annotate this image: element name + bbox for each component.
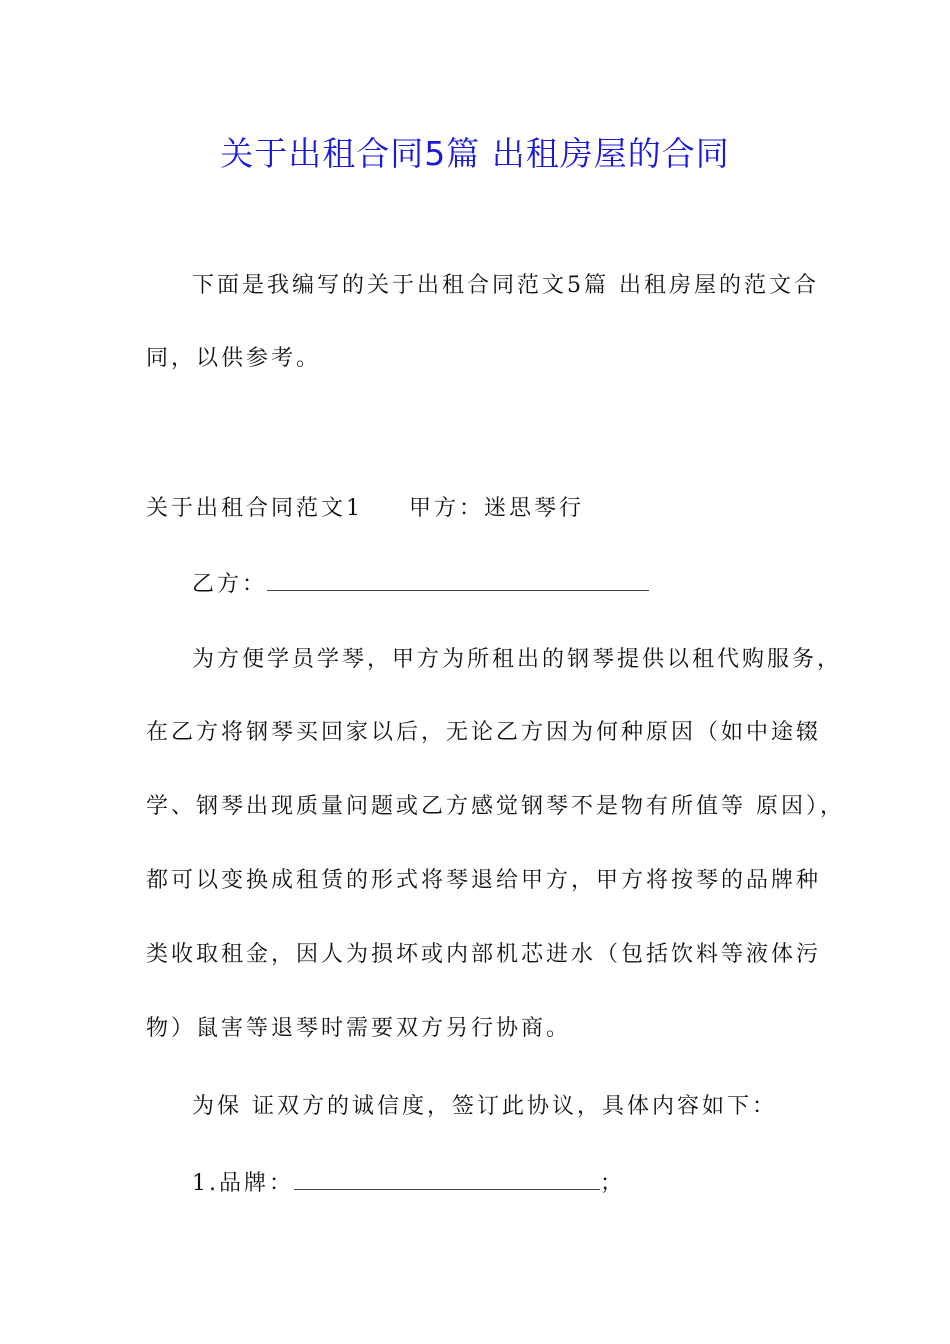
para1-line-1: 为方便学员学琴，甲方为所租出的钢琴提供以租代购服务， (192, 647, 843, 672)
party-b-blank (267, 568, 649, 591)
para1-line-6: 物）鼠害等退琴时需要双方另行协商。 (146, 1016, 572, 1041)
item1-label: 1.品牌： (192, 1171, 294, 1196)
intro-line-1: 下面是我编写的关于出租合同范文5篇 出租房屋的范文合 (192, 273, 819, 298)
document-title: 关于出租合同5篇 出租房屋的合同 (220, 134, 730, 173)
intro-line-2: 同，以供参考。 (146, 346, 322, 371)
party-b-label: 乙方： (192, 572, 268, 597)
item1-end: ； (600, 1171, 626, 1196)
para1-line-2: 在乙方将钢琴买回家以后，无论乙方因为何种原因（如中途辍 (146, 720, 822, 745)
section-heading-row (146, 494, 584, 524)
para1-line-5: 类收取租金，因人为损坏或内部机芯进水（包括饮料等液体污 (146, 942, 822, 967)
item1-row (192, 1167, 625, 1199)
section-heading: 关于出租合同范文1 (146, 496, 363, 521)
party-b-row (192, 568, 649, 600)
party-a: 甲方：迷思琴行 (409, 496, 585, 521)
para2: 为保 证双方的诚信度，签订此协议，具体内容如下： (192, 1094, 777, 1119)
item1-blank (294, 1167, 600, 1190)
para1-line-4: 都可以变换成租赁的形式将琴退给甲方，甲方将按琴的品牌种 (146, 868, 822, 893)
para1-line-3: 学、钢琴出现质量问题或乙方感觉钢琴不是物有所值等 原因）， (146, 794, 845, 819)
